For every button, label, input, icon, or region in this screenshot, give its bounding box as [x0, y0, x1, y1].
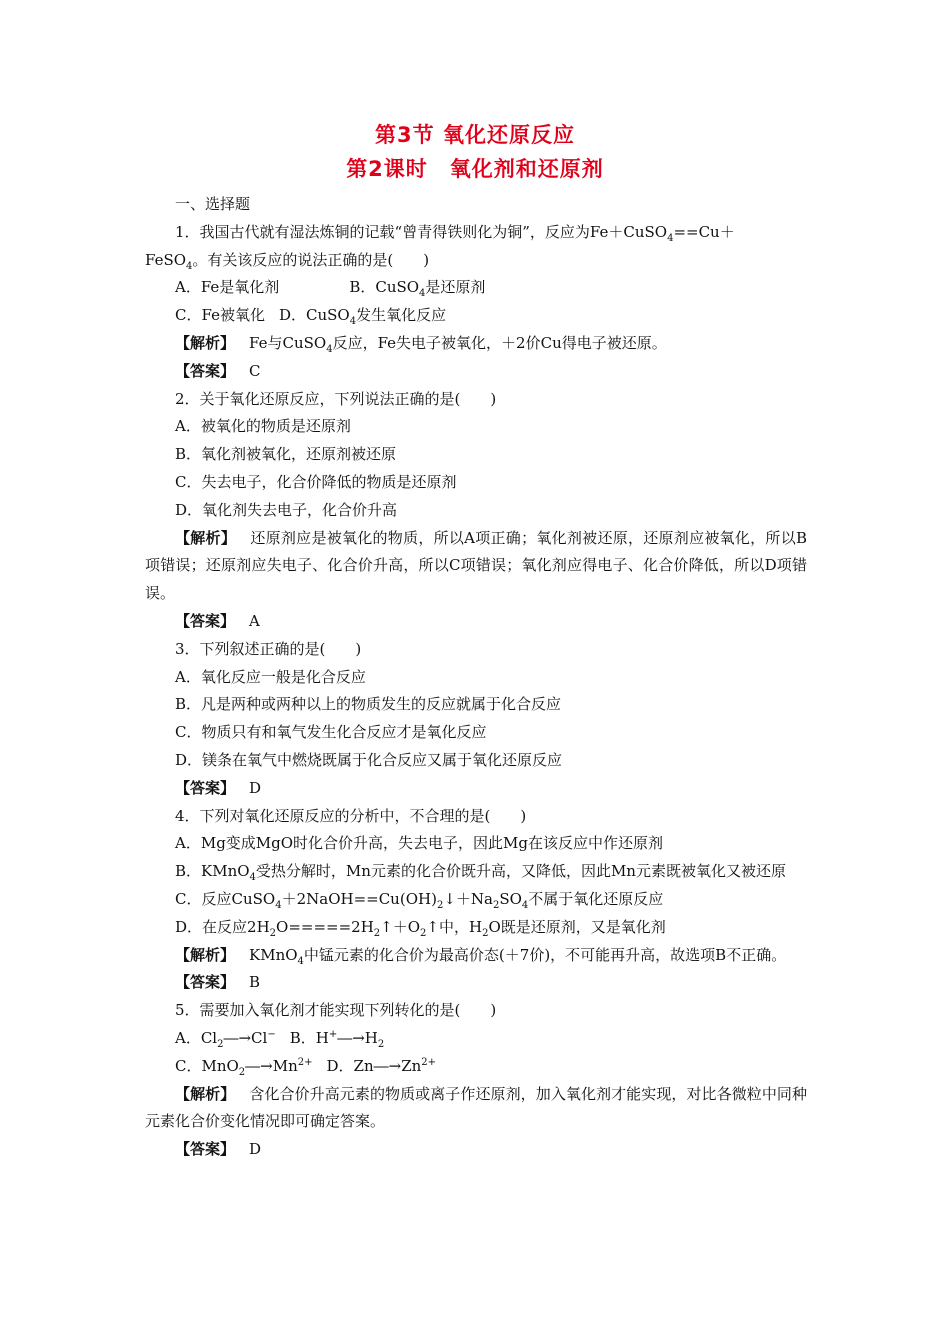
q4-option-c: C．反应$CuSO_4+2NaOH==Cu(OH)_2↓+Na_2SO_4$不属于氧化还原反应	[175, 889, 664, 911]
page-subtitle: 第2课时 氧化剂和还原剂	[346, 157, 604, 181]
title-block	[0, 118, 950, 186]
q1-stem: 1．我国古代就有湿法炼铜的记载“曾青得铁则化为铜”，反应为Fe＋CuSO$_4$==Cu＋	[175, 222, 735, 244]
q4-option-d: D．在反应$2H_2O=====2H_2↑+O_2↑$中，$H_2O$既是还原剂，又是氧化剂	[175, 917, 666, 939]
q3-answer: 【答案】 D	[175, 778, 262, 797]
q2-stem: 2．关于氧化还原反应，下列说法正确的是( )	[175, 389, 497, 408]
q3-option-b: B．凡是两种或两种以上的物质发生的反应就属于化合反应	[175, 695, 562, 714]
q4-analysis: 【解析】 KMnO$_4$中锰元素的化合价为最高价态(＋7价)，不可能再升高，故选项B不正确。	[175, 945, 787, 967]
q1-answer: 【答案】 C	[175, 361, 261, 380]
q4-stem: 4．下列对氧化还原反应的分析中，不合理的是( )	[175, 806, 527, 825]
q5-stem: 5．需要加入氧化剂才能实现下列转化的是( )	[175, 1001, 497, 1020]
q5-options-ab: A．$Cl_2―\to Cl^-$ B．$H^+―\to H_2$	[175, 1028, 385, 1050]
question-list	[145, 191, 807, 1164]
q1-stem-cont: FeSO$_4$。有关该反应的说法正确的是( )	[145, 250, 430, 272]
q4-answer: 【答案】 B	[175, 973, 261, 992]
q2-option-d: D．氧化剂失去电子，化合价升高	[175, 500, 398, 519]
q5-analysis: 【解析】 含化合价升高元素的物质或离子作还原剂，加入氧化剂才能实现，对比各微粒中同种元素化合价变化情况即可确定答案。	[145, 1084, 807, 1131]
q1-analysis: 【解析】 Fe与CuSO$_4$反应，Fe失电子被氧化，＋2价Cu得电子被还原。	[175, 333, 667, 355]
q2-option-b: B．氧化剂被氧化，还原剂被还原	[175, 445, 397, 464]
q2-option-c: C．失去电子，化合价降低的物质是还原剂	[175, 472, 457, 491]
q5-answer: 【答案】 D	[175, 1140, 262, 1159]
q4-option-b: B．KMnO$_4$受热分解时，Mn元素的化合价既升高，又降低，因此Mn元素既被氧化又被还原	[175, 862, 786, 884]
q2-answer: 【答案】 A	[175, 611, 260, 630]
q1-options-ab: A．Fe是氧化剂 B．CuSO$_4$是还原剂	[175, 278, 486, 300]
q5-options-cd: C．$MnO_2―\to Mn^{2+}$ D．$Zn―\to Zn^{2+}$	[175, 1056, 437, 1078]
q3-option-d: D．镁条在氧气中燃烧既属于化合反应又属于氧化还原反应	[175, 750, 563, 769]
q4-option-a: A．Mg变成MgO时化合价升高，失去电子，因此Mg在该反应中作还原剂	[175, 834, 664, 853]
section-heading: 一、选择题	[175, 195, 251, 213]
q3-stem: 3．下列叙述正确的是( )	[175, 639, 362, 658]
q1-options-cd: C．Fe被氧化 D．CuSO$_4$发生氧化反应	[175, 306, 447, 328]
q3-option-c: C．物质只有和氧气发生化合反应才是氧化反应	[175, 723, 487, 742]
page-title: 第3节 氧化还原反应	[375, 123, 575, 147]
q2-option-a: A．被氧化的物质是还原剂	[175, 417, 351, 436]
q2-analysis: 【解析】 还原剂应是被氧化的物质，所以A项正确；氧化剂被还原，还原剂应被氧化，所以B项错误；还原剂应失电子、化合价升高，所以C项错误；氧化剂应得电子、化合价降低，所以D项错误。	[145, 528, 807, 603]
q3-option-a: A．氧化反应一般是化合反应	[175, 667, 366, 686]
